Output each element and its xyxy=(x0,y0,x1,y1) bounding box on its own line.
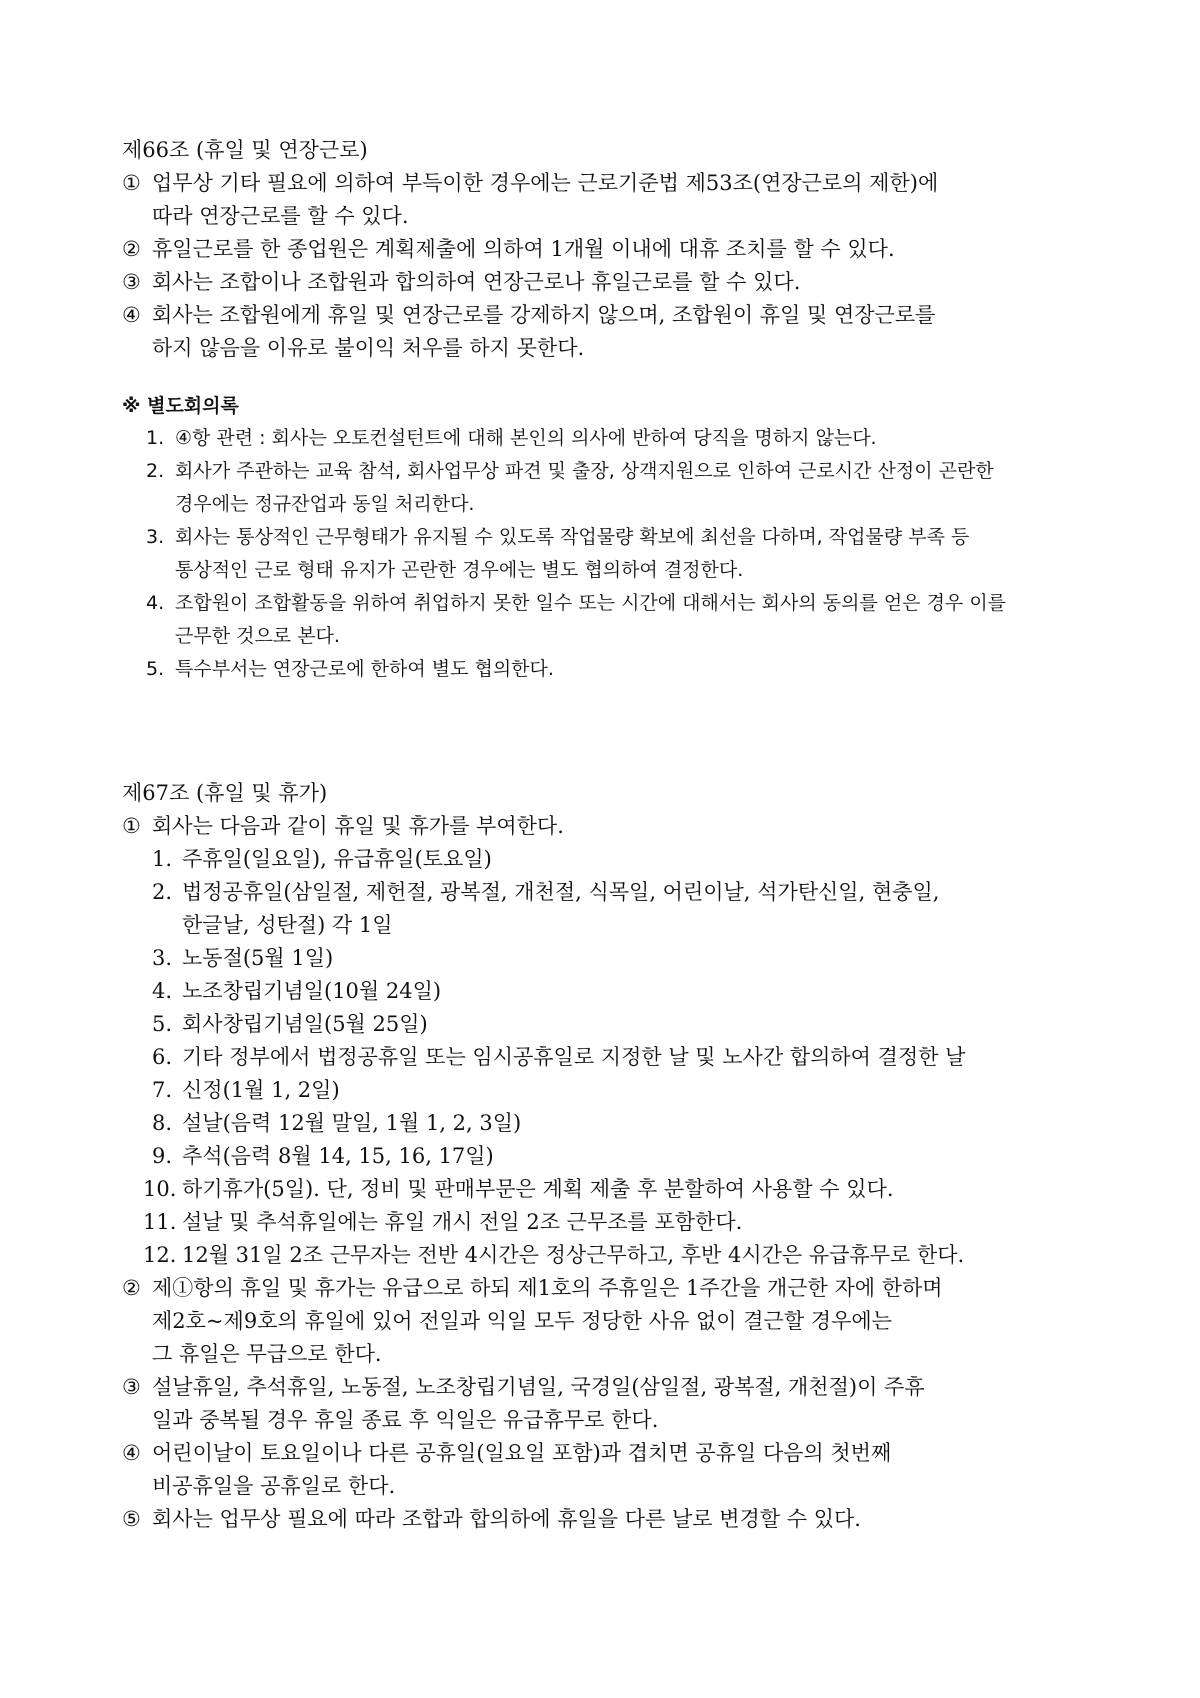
article-67-item-2-marker: 2. xyxy=(152,880,173,904)
article-67-item-5-line-1: 회사창립기념일(5월 25일) xyxy=(182,1012,428,1036)
article-67-para-4-line-2: 비공휴일을 공휴일로 한다. xyxy=(152,1474,396,1498)
minutes-item-4-line-2: 근무한 것으로 본다. xyxy=(175,625,340,647)
article-67-para-2-marker: ② xyxy=(122,1276,141,1300)
minutes-item-4-line-1: 조합원이 조합활동을 위하여 취업하지 못한 일수 또는 시간에 대해서는 회사의 동의를 얻은 경우 이를 xyxy=(175,592,1007,614)
article-67-para-5-line-1: 회사는 업무상 필요에 따라 조합과 합의하에 휴일을 다른 날로 변경할 수 있다. xyxy=(152,1507,861,1531)
article-67-item-8-marker: 8. xyxy=(152,1111,173,1135)
minutes-item-5-line-1: 특수부서는 연장근로에 한하여 별도 협의한다. xyxy=(175,658,554,680)
article-67-item-3-marker: 3. xyxy=(152,946,173,970)
article-67-item-1-line-1: 주휴일(일요일), 유급휴일(토요일) xyxy=(182,847,492,871)
article-67-item-5-marker: 5. xyxy=(152,1012,173,1036)
minutes-item-2-marker: 2. xyxy=(146,460,165,482)
article-67-para-3-line-2: 일과 중복될 경우 휴일 종료 후 익일은 유급휴무로 한다. xyxy=(152,1408,659,1432)
minutes-item-3-line-2: 통상적인 근로 형태 유지가 곤란한 경우에는 별도 협의하여 결정한다. xyxy=(175,559,744,581)
article-66-para-1-line-1: 업무상 기타 필요에 의하여 부득이한 경우에는 근로기준법 제53조(연장근로의 제한)에 xyxy=(152,171,939,195)
article-67-item-12-line-1: 12월 31일 2조 근무자는 전반 4시간은 정상근무하고, 후반 4시간은 유급휴무로 한다. xyxy=(182,1243,965,1267)
minutes-item-4-marker: 4. xyxy=(146,592,165,614)
article-67-item-8-line-1: 설날(음력 12월 말일, 1월 1, 2, 3일) xyxy=(182,1111,522,1135)
article-67-para-2-line-1: 제①항의 휴일 및 휴가는 유급으로 하되 제1호의 주휴일은 1주간을 개근한 자에 한하며 xyxy=(152,1276,943,1300)
article-67-title: 제67조 (휴일 및 휴가) xyxy=(122,781,328,805)
article-66-para-4-line-1: 회사는 조합원에게 휴일 및 연장근로를 강제하지 않으며, 조합원이 휴일 및 연장근로를 xyxy=(152,303,936,327)
minutes-item-1-line-1: ④항 관련 : 회사는 오토컨설턴트에 대해 본인의 의사에 반하여 당직을 명하지 않는다. xyxy=(175,427,877,449)
minutes-item-3-marker: 3. xyxy=(146,526,165,548)
article-66-para-2-marker: ② xyxy=(122,237,141,261)
article-67-item-3-line-1: 노동절(5월 1일) xyxy=(182,946,334,970)
article-67-para-3-marker: ③ xyxy=(122,1375,141,1399)
article-67-para-3-line-1: 설날휴일, 추석휴일, 노동절, 노조창립기념일, 국경일(삼일절, 광복절, 개천절)이 주휴 xyxy=(152,1375,925,1399)
article-67-para-4-line-1: 어린이날이 토요일이나 다른 공휴일(일요일 포함)과 겹치면 공휴일 다음의 첫번째 xyxy=(152,1441,892,1465)
minutes-item-1-marker: 1. xyxy=(146,427,165,449)
article-67-item-10-line-1: 하기휴가(5일). 단, 정비 및 판매부문은 계획 제출 후 분할하여 사용할 수 있다. xyxy=(182,1177,894,1201)
article-67-item-6-line-1: 기타 정부에서 법정공휴일 또는 임시공휴일로 지정한 날 및 노사간 합의하여 결정한 날 xyxy=(182,1045,966,1069)
article-67-item-2-line-1: 법정공휴일(삼일절, 제헌절, 광복절, 개천절, 식목일, 어린이날, 석가탄신일, 현충일, xyxy=(182,880,940,904)
article-67-item-4-line-1: 노조창립기념일(10월 24일) xyxy=(182,979,442,1003)
article-67-para-2-line-3: 그 휴일은 무급으로 한다. xyxy=(152,1342,382,1366)
article-67-item-7-marker: 7. xyxy=(152,1078,173,1102)
article-67-item-4-marker: 4. xyxy=(152,979,173,1003)
article-66-para-1-line-2: 따라 연장근로를 할 수 있다. xyxy=(152,204,409,228)
article-67-para-5-marker: ⑤ xyxy=(122,1507,141,1531)
minutes-item-5-marker: 5. xyxy=(146,658,165,680)
article-67-item-11-line-1: 설날 및 추석휴일에는 휴일 개시 전일 2조 근무조를 포함한다. xyxy=(182,1210,743,1234)
article-67-item-2-line-2: 한글날, 성탄절) 각 1일 xyxy=(182,913,393,937)
article-67-item-12-marker: 12. xyxy=(143,1243,177,1267)
article-67-item-10-marker: 10. xyxy=(143,1177,177,1201)
minutes-item-2-line-2: 경우에는 정규잔업과 동일 처리한다. xyxy=(175,493,475,515)
article-66-para-4-line-2: 하지 않음을 이유로 불이익 처우를 하지 못한다. xyxy=(152,336,585,360)
minutes-item-2-line-1: 회사가 주관하는 교육 참석, 회사업무상 파견 및 출장, 상객지원으로 인하여 근로시간 산정이 곤란한 xyxy=(175,460,994,482)
article-66-para-3-marker: ③ xyxy=(122,270,141,294)
minutes-item-3-line-1: 회사는 통상적인 근무형태가 유지될 수 있도록 작업물량 확보에 최선을 다하며, 작업물량 부족 등 xyxy=(175,526,970,548)
article-67-para-1-marker: ① xyxy=(122,814,141,838)
article-66-para-2-line-1: 휴일근로를 한 종업원은 계획제출에 의하여 1개월 이내에 대휴 조치를 할 수 있다. xyxy=(152,237,895,261)
minutes-title: ※ 별도회의록 xyxy=(122,395,239,417)
article-67-para-4-marker: ④ xyxy=(122,1441,141,1465)
article-66-para-1-marker: ① xyxy=(122,171,141,195)
article-67-item-11-marker: 11. xyxy=(143,1210,177,1234)
article-66-para-3-line-1: 회사는 조합이나 조합원과 합의하여 연장근로나 휴일근로를 할 수 있다. xyxy=(152,270,801,294)
article-67-item-1-marker: 1. xyxy=(152,847,173,871)
article-67-para-2-line-2: 제2호~제9호의 휴일에 있어 전일과 익일 모두 정당한 사유 없이 결근할 경우에는 xyxy=(152,1309,892,1333)
article-67-item-9-marker: 9. xyxy=(152,1144,173,1168)
article-67-item-9-line-1: 추석(음력 8월 14, 15, 16, 17일) xyxy=(182,1144,494,1168)
article-67-item-6-marker: 6. xyxy=(152,1045,173,1069)
article-67-para-1-text: 회사는 다음과 같이 휴일 및 휴가를 부여한다. xyxy=(152,814,564,838)
article-66-title: 제66조 (휴일 및 연장근로) xyxy=(122,138,368,162)
article-66-para-4-marker: ④ xyxy=(122,303,141,327)
article-67-item-7-line-1: 신정(1월 1, 2일) xyxy=(182,1078,340,1102)
